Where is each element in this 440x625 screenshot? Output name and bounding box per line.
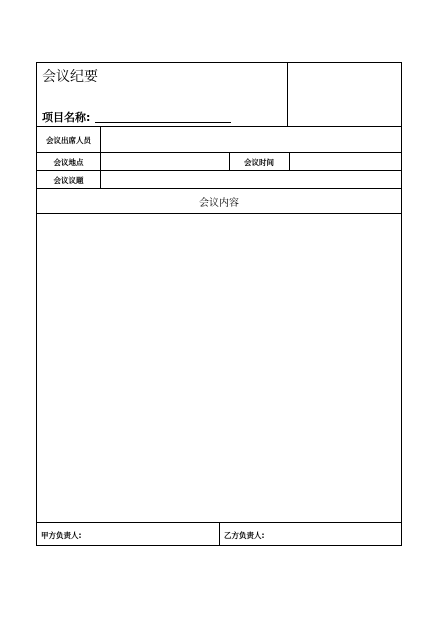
topic-field[interactable] xyxy=(101,171,401,188)
party-b-signature-label: 乙方负责人: xyxy=(224,531,265,540)
meeting-minutes-form xyxy=(36,62,402,546)
location-label: 会议地点 xyxy=(53,158,84,167)
location-field[interactable] xyxy=(101,153,229,170)
time-field[interactable] xyxy=(290,153,401,170)
meeting-content-area[interactable] xyxy=(37,214,401,522)
party-a-signature-label: 甲方负责人: xyxy=(41,531,82,540)
header-divider xyxy=(287,63,288,126)
party-b-signature-field[interactable] xyxy=(280,523,400,545)
signature-divider xyxy=(219,522,220,545)
project-name-field[interactable] xyxy=(95,122,231,123)
attendees-field[interactable] xyxy=(101,127,401,152)
topic-label: 会议议题 xyxy=(53,176,84,185)
party-a-signature-field[interactable] xyxy=(97,523,217,545)
project-name-label: 项目名称: xyxy=(42,111,91,124)
time-label: 会议时间 xyxy=(244,158,274,167)
form-title: 会议纪要 xyxy=(42,69,98,85)
content-section-title: 会议内容 xyxy=(199,198,239,209)
attendees-label: 会议出席人员 xyxy=(46,136,91,145)
grid-line xyxy=(37,188,401,189)
